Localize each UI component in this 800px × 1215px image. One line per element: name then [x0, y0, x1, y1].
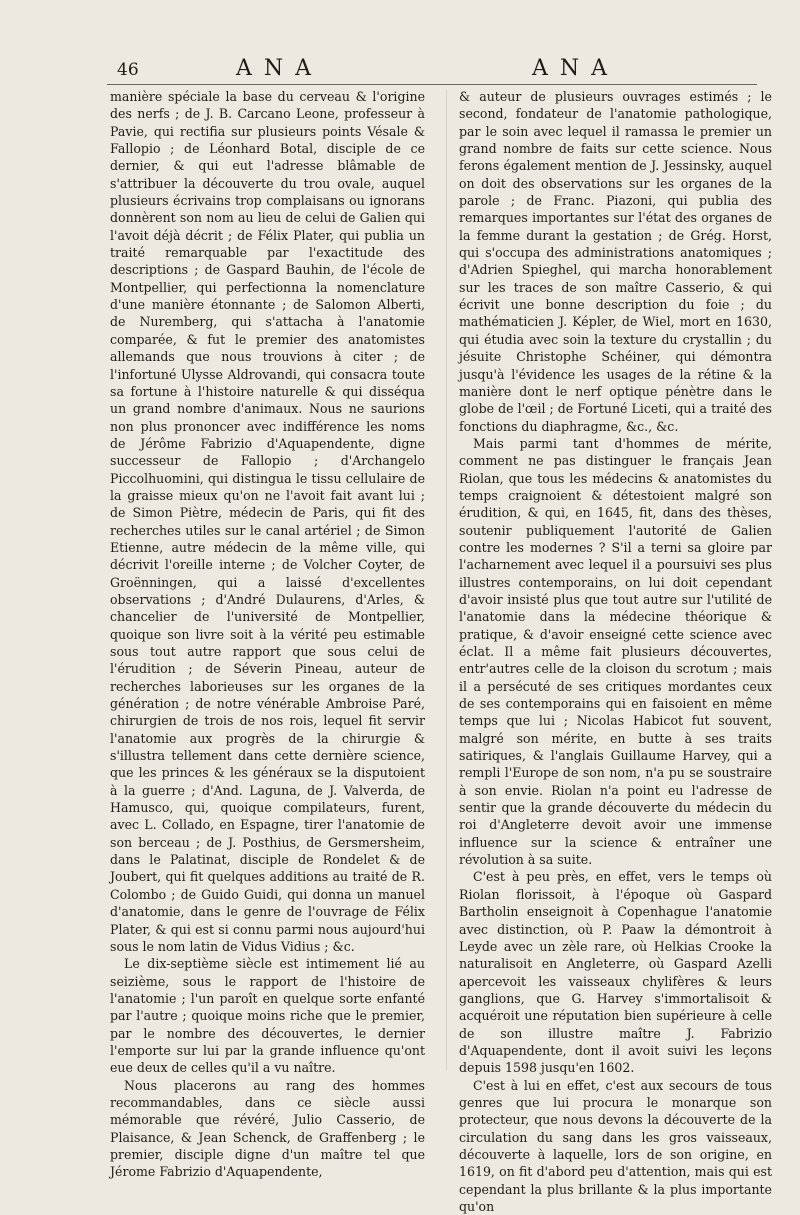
right-column — [459, 88, 772, 1214]
running-head-left: ANA — [236, 56, 324, 81]
paragraph: & auteur de plusieurs ouvrages estimés ; le second, fondateur de l'anatomie pathologique, par le soin avec lequel il ramassa le premier un grand nombre de faits sur cette science. Nous ferons également mention de J. Jessinsky, auquel on doit des observations sur les organes de la parole ; de Franc. Piazoni, qui publia des remarques importantes sur l'état des organes de la femme durant la gestation ; de Grég. Horst, qui s'occupa des administrations anatomiques ; d'Adrien Spieghel, qui marcha honorablement sur les traces de son maître Casserio, & qui écrivit une bonne description du foie ; du mathématicien J. Képler, de Wiel, mort en 1630, qui étudia avec soin la texture du crystallin ; du jésuite Christophe Schéiner, qui démontra jusqu'à l'évidence les usages de la rétine & la manière dont le nerf optique pénètre dans le globe de l'œil ; de Fortuné Liceti, qui a traité des fonctions du diaphragme, &c., &c. — [459, 89, 772, 434]
column-divider — [446, 90, 447, 1070]
left-column — [110, 88, 425, 1180]
page-number: 46 — [117, 60, 139, 80]
paragraph: C'est à lui en effet, c'est aux secours de tous genres que lui procura le monarque son protecteur, que nous devons la découverte de la circulation du sang dans les gros vaisseaux, découverte à laquelle, lors de son origine, en 1619, on fit d'abord peu d'attention, mais qui est cependant la plus brillante & la plus importante qu'on — [459, 1077, 772, 1214]
paragraph: manière spéciale la base du cerveau & l'origine des nerfs ; de J. B. Carcano Leone, professeur à Pavie, qui rectifia sur plusieurs points Vésale & Fallopio ; de Léonhard Botal, disciple de ce dernier, & qui eut l'adresse blâmable de s'attribuer la découverte du trou ovale, auquel plusieurs écrivains trop complaisans ou ignorans donnèrent son nom au lieu de celui de Galien qui l'avoit déjà décrit ; de Félix Plater, qui publia un traité remarquable par l'exactitude des descriptions ; de Gaspard Bauhin, de l'école de Montpellier, qui perfectionna la nomenclature d'une manière étonnante ; de Salomon Alberti, de Nuremberg, qui s'attacha à l'anatomie comparée, & fut le premier des anatomistes allemands que nous trouvions à citer ; de l'infortuné Ulysse Aldrovandi, qui consacra toute sa fortune à l'histoire naturelle & qui disséqua un grand nombre d'animaux. Nous ne saurions non plus prononcer avec indifférence les noms de Jérôme Fabrizio d'Aquapendente, digne successeur de Fallopio ; d'Archangelo Piccolhuomini, qui distingua le tissu cellulaire de la graisse mieux qu'on ne l'avoit fait avant lui ; de Simon Piètre, médecin de Paris, qui fit des recherches utiles sur le canal artériel ; de Simon Etienne, autre médecin de la même ville, qui décrivit l'oreille interne ; de Volcher Coyter, de Groënningen, qui a laissé d'excellentes observations ; d'André Dulaurens, d'Arles, & chancelier de l'université de Montpellier, quoique son livre soit à la vérité peu estimable sous tout autre rapport que sous celui de l'érudition ; de Séverin Pineau, auteur de recherches laborieuses sur les organes de la génération ; de notre vénérable Ambroise Paré, chirurgien de trois de nos rois, lequel fit servir l'anatomie aux progrès de la chirurgie & s'illustra tellement dans cette dernière science, que les princes & les généraux se la disputoient à la guerre ; d'And. Laguna, de J. Valverda, de Hamusco, qui, quoique compilateurs, furent, avec L. Collado, en Espagne, tirer l'anatomie de son berceau ; de J. Posthius, de Gersmersheim, dans le Palatinat, disciple de Rondelet & de Joubert, qui fit quelques additions au traité de R. Colombo ; de Guido Guidi, qui donna un manuel d'anatomie, dans le genre de l'ouvrage de Félix Plater, & qui est si connu parmi nous aujourd'hui sous le nom latin de Vidus Vidius ; &c. — [110, 89, 425, 954]
paragraph: C'est à peu près, en effet, vers le temps où Riolan florissoit, à l'époque où Gaspard Bartholin enseignoit à Copenhague l'anatomie avec distinction, où P. Paaw la démontroit à Leyde avec un zèle rare, où Helkias Crooke la naturalisoit en Angleterre, où Gaspard Azelli apercevoit les vaisseaux chylifères & leurs ganglions, que G. Harvey s'immortalisoit & acquéroit une réputation bien supérieure à celle de son illustre maître J. Fabrizio d'Aquapendente, dont il avoit suivi les leçons depuis 1598 jusqu'en 1602. — [459, 869, 772, 1076]
paragraph: Le dix-septième siècle est intimement lié au seizième, sous le rapport de l'histoire de l'anatomie ; l'un paroît en quelque sorte enfanté par l'autre ; quoique moins riche que le premier, par le nombre des découvertes, le dernier l'emporte sur lui par la grande influence qu'ont eue deux de celles qu'il a vu naître. — [110, 956, 425, 1076]
paragraph: Mais parmi tant d'hommes de mérite, comment ne pas distinguer le français Jean Riolan, que tous les médecins & anatomistes du temps craignoient & détestoient malgré son érudition, & qui, en 1645, fit, dans des thèses, soutenir publiquement l'autorité de Galien contre les modernes ? S'il a terni sa gloire par l'acharnement avec lequel il a poursuivi ses plus illustres contemporains, on lui doit cependant d'avoir insisté plus que tout autre sur l'utilité de l'anatomie dans la médecine théorique & pratique, & d'avoir enseigné cette science avec éclat. Il a même fait plusieurs découvertes, entr'autres celle de la cloison du scrotum ; mais il a persécuté de ses critiques mordantes ceux de ses contemporains qui en faisoient en même temps que lui ; Nicolas Habicot fut souvent, malgré son mérite, en butte à ses traits satiriques, & l'anglais Guillaume Harvey, qui a rempli l'Europe de son nom, n'a pu se soustraire à son envie. Riolan n'a point eu l'adresse de sentir que la grande découverte du médecin du roi d'Angleterre devoit avoir une immense influence sur la science & entraîner une révolution à sa suite. — [459, 435, 772, 868]
running-head-right: ANA — [532, 56, 620, 81]
paragraph: Nous placerons au rang des hommes recommandables, dans ce siècle aussi mémorable que révéré, Julio Casserio, de Plaisance, & Jean Schenck, de Graffenberg ; le premier, disciple digne d'un maître tel que Jérome Fabrizio d'Aquapendente, — [110, 1077, 425, 1180]
header-rule — [107, 84, 757, 85]
